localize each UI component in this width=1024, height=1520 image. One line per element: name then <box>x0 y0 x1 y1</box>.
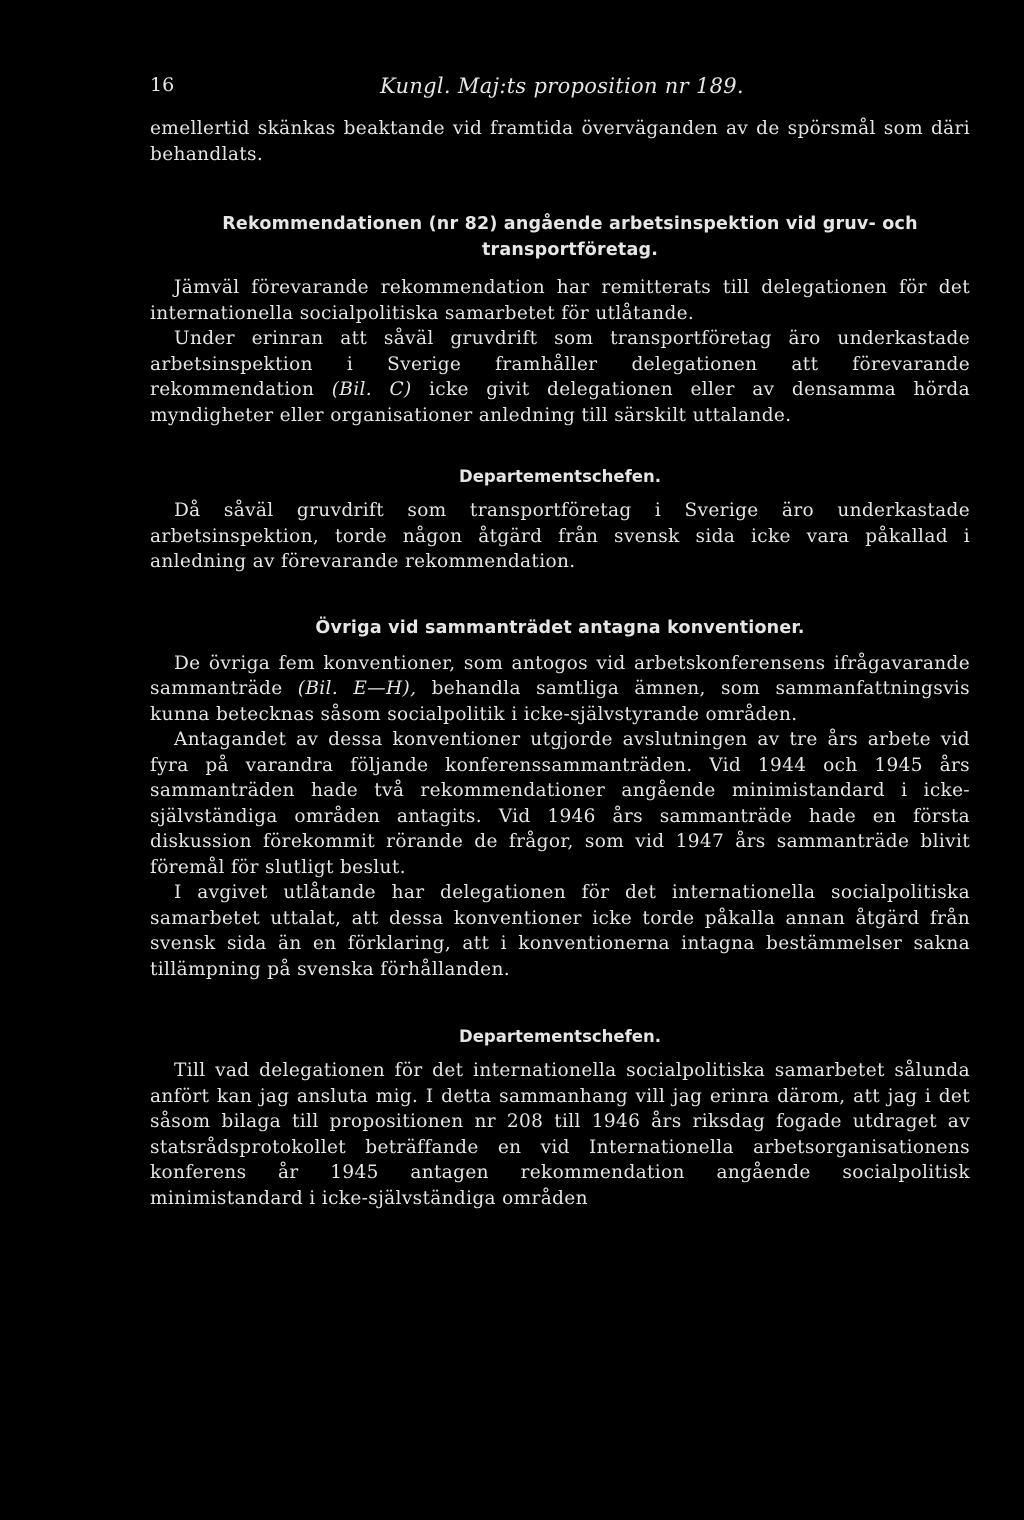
paragraph-under-erinran <box>150 326 970 428</box>
page-number: 16 <box>150 74 175 96</box>
page-header <box>150 62 970 102</box>
paragraph-ovriga <box>150 651 970 728</box>
paragraph-da-saval: Då såväl gruvdrift som transportföretag i Sverige äro underkastade arbetsinspektion, torde någon åtgärd från svensk sida icke vara påkallad i anledning av förevarande rekommendation. <box>150 500 970 572</box>
continuation-paragraph: emellertid skänkas beaktande vid framtida överväganden av de spörsmål som däri behandlats. <box>150 118 970 165</box>
appendix-reference-e-h: (Bil. E—H), <box>297 678 417 699</box>
paragraph-jamval: Jämväl förevarande rekommendation har remitterats till delegationen för det internationella socialpolitiska samarbetet för utlåtande. <box>150 277 970 324</box>
section-heading-rekommendation: Rekommendationen (nr 82) angående arbetsinspektion vid gruv- och transportföretag. <box>222 214 918 260</box>
paragraph-ovriga-text-a: De övriga fem konventioner, som antogos vid arbetskonferensens ifrågavarande sammanträde <box>150 652 970 699</box>
paragraph-under-text-b: icke givit delegationen eller av densamma hörda myndigheter eller organisationer anledning till särskilt uttalande. <box>150 379 970 426</box>
department-head-heading-1: Departementschefen. <box>459 467 661 486</box>
document-page <box>150 62 970 1211</box>
section-heading-ovriga: Övriga vid sammanträdet antagna konventioner. <box>315 617 805 638</box>
paragraph-antagandet: Antagandet av dessa konventioner utgjorde avslutningen av tre års arbete vid fyra på varandra följande konferenssammanträden. Vid 1944 och 1945 års sammanträden hade två rekommendationer angående minimistandard i icke-självständiga områden antagits. Vid 1946 års sammanträde hade en första diskussion förekommit rörande de frågor, som vid 1947 års sammanträde blivit föremål för slutligt beslut. <box>150 729 970 878</box>
department-head-heading-2: Departementschefen. <box>459 1027 661 1046</box>
paragraph-till-vad: Till vad delegationen för det internationella socialpolitiska samarbetet sålunda anfört kan jag ansluta mig. I detta sammanhang vill jag erinra därom, att jag i det såsom bilaga till propositionen nr 208 till 1946 års riksdag fogade utdraget av statsrådsprotokollet beträffande en vid Internationella arbetsorganisationens konferens år 1945 antagen rekommendation angående socialpolitisk minimistandard i icke-självständiga områden <box>150 1060 970 1209</box>
paragraph-under-text-a: Under erinran att såväl gruvdrift som transportföretag äro underkastade arbetsinspektion i Sverige framhåller delegationen att förevarande rekommendation <box>150 328 970 400</box>
paragraph-ovriga-text-b: behandla samtliga ämnen, som sammanfattningsvis kunna betecknas såsom socialpolitik i icke-självstyrande områden. <box>150 678 970 725</box>
paragraph-avgivet: I avgivet utlåtande har delegationen för det internationella socialpolitiska samarbetet uttalat, att dessa konventioner icke torde påkalla annan åtgärd från svensk sida än en förklaring, att i konventionerna intagna bestämmelser sakna tillämpning på svenska förhållanden. <box>150 882 970 980</box>
running-title: Kungl. Maj:ts proposition nr 189. <box>380 74 744 98</box>
appendix-reference-c: (Bil. C) <box>331 379 412 400</box>
